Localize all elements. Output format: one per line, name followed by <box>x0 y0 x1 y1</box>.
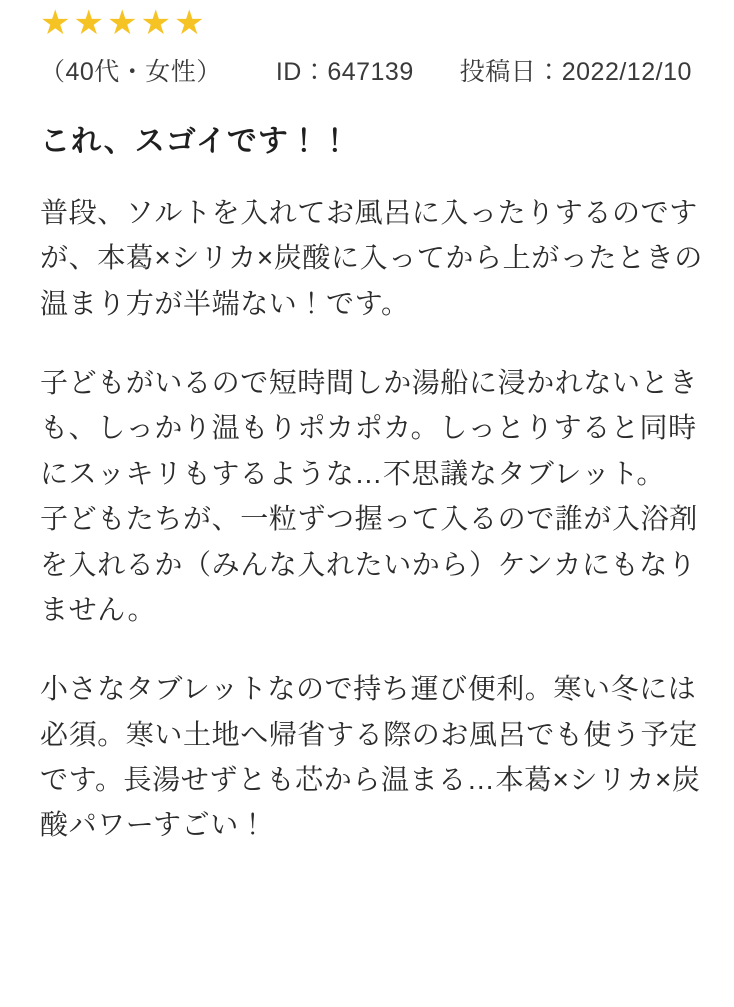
star-icon: ★ <box>73 4 104 42</box>
star-icon: ★ <box>173 4 205 42</box>
review-paragraph: 普段、ソルトを入れてお風呂に入ったりするのですが、本葛×シリカ×炭酸に入ってから上がったときの温まり方が半端ない！です。 <box>40 197 703 319</box>
review-title: これ、スゴイです！！ <box>40 125 351 158</box>
star-icon: ★ <box>140 4 171 42</box>
star-icon: ★ <box>40 4 71 42</box>
star-icon: ★ <box>106 4 138 42</box>
review-body <box>40 190 704 848</box>
review-id: ID：647139 <box>275 58 414 86</box>
rating-stars <box>40 6 704 40</box>
review-paragraph: 子どもたちが、一粒ずつ握って入るので誰が入浴剤を入れるか（みんな入れたいから）ケンカにもなりません。 <box>40 503 698 625</box>
review-date: 投稿日：2022/12/10 <box>459 58 692 86</box>
reviewer-demographic: （40代・女性） <box>40 58 222 86</box>
review-paragraph: 小さなタブレットなので持ち運び便利。寒い冬には必須。寒い土地へ帰省する際のお風呂でも使う予定です。長湯せずとも芯から温まる…本葛×シリカ×炭酸パワーすごい！ <box>40 673 701 841</box>
review-meta <box>40 52 704 88</box>
review-paragraph: 子どもがいるので短時間しか湯船に浸かれないときも、しっかり温もりポカポカ。しっとりすると同時にスッキリもするような…不思議なタブレット。 <box>40 367 698 489</box>
